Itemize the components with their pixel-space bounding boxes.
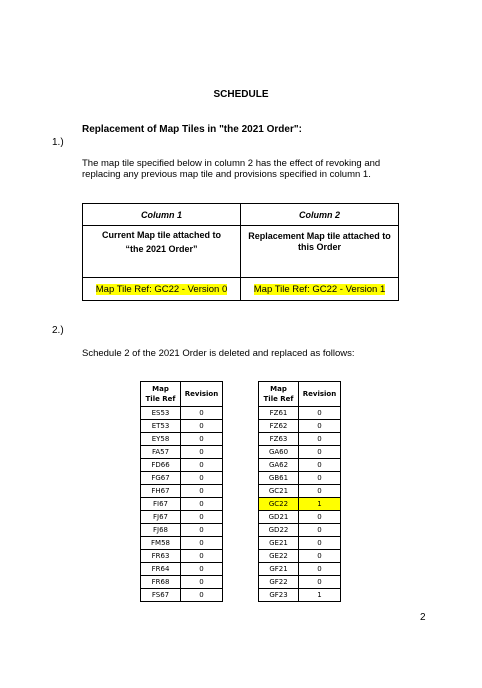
tile-rows [141, 407, 223, 602]
map-tile-ref-header [141, 382, 181, 407]
schedule-title: SCHEDULE [213, 89, 269, 100]
tile-ref-cell: EY58 [141, 433, 181, 446]
revision-cell: 0 [181, 420, 223, 433]
revision-cell: 0 [181, 485, 223, 498]
column-2-ref-cell [241, 278, 399, 301]
tile-ref-cell: GA62 [259, 459, 299, 472]
revision-cell: 0 [299, 433, 341, 446]
revision-header: Revision [299, 382, 341, 407]
header-line1: Map [270, 385, 287, 393]
revision-cell: 0 [181, 407, 223, 420]
tile-ref-cell: ET53 [141, 420, 181, 433]
replacement-table [82, 203, 399, 301]
revision-cell: 0 [299, 472, 341, 485]
table-row [141, 407, 223, 420]
tile-rows [259, 407, 341, 602]
revision-cell: 0 [181, 498, 223, 511]
table-row [141, 550, 223, 563]
revision-cell: 0 [181, 472, 223, 485]
revision-cell: 0 [299, 420, 341, 433]
table-row [259, 433, 341, 446]
table-row [141, 576, 223, 589]
table-row [259, 446, 341, 459]
revision-cell: 0 [181, 563, 223, 576]
table-row [141, 472, 223, 485]
tile-ref-cell: FZ61 [259, 407, 299, 420]
tile-ref-cell: ES53 [141, 407, 181, 420]
map-tile-table-right [258, 381, 341, 602]
revision-header: Revision [181, 382, 223, 407]
tile-ref-cell: FI67 [141, 498, 181, 511]
tile-ref-cell: FM58 [141, 537, 181, 550]
column-1-description [83, 226, 241, 278]
table-row [141, 433, 223, 446]
table-row [141, 537, 223, 550]
tile-ref-cell: GF21 [259, 563, 299, 576]
tile-ref-cell: FR64 [141, 563, 181, 576]
tile-ref-cell: GF23 [259, 589, 299, 602]
revision-cell: 0 [299, 550, 341, 563]
column-1-description-line1: Current Map tile attached to [101, 230, 221, 240]
tile-ref-cell: FZ62 [259, 420, 299, 433]
tile-ref-cell: FD66 [141, 459, 181, 472]
column-1-ref: Map Tile Ref: GC22 - Version 0 [95, 283, 228, 295]
header-line2: Tile Ref [145, 395, 176, 403]
table-row [259, 550, 341, 563]
table-row [259, 511, 341, 524]
revision-cell: 0 [299, 537, 341, 550]
revision-cell: 0 [181, 550, 223, 563]
tile-ref-cell: GE21 [259, 537, 299, 550]
section-1-paragraph: The map tile specified below in column 2 has the effect of revoking and replacing any previous map tile and provisions specified in column 1. [82, 158, 381, 180]
table-row [259, 485, 341, 498]
table-row [259, 589, 341, 602]
revision-cell: 0 [299, 563, 341, 576]
revision-cell: 0 [181, 459, 223, 472]
revision-cell: 0 [181, 589, 223, 602]
table-row [259, 537, 341, 550]
revision-cell: 0 [299, 511, 341, 524]
section-1-number: 1.) [52, 137, 64, 148]
map-tile-table-left [140, 381, 223, 602]
table-row [141, 511, 223, 524]
table-row [141, 459, 223, 472]
revision-cell: 0 [181, 446, 223, 459]
table-row [141, 524, 223, 537]
column-1-header: Column 1 [83, 204, 241, 226]
revision-cell: 0 [299, 485, 341, 498]
table-row [259, 407, 341, 420]
tile-ref-cell: FA57 [141, 446, 181, 459]
revision-cell: 0 [181, 433, 223, 446]
table-row [259, 472, 341, 485]
revision-cell: 1 [299, 498, 341, 511]
revision-cell: 0 [181, 511, 223, 524]
tile-ref-cell: FS67 [141, 589, 181, 602]
revision-cell: 0 [299, 407, 341, 420]
page-number: 2 [420, 612, 426, 623]
column-2-ref: Map Tile Ref: GC22 - Version 1 [253, 283, 386, 295]
table-row [141, 446, 223, 459]
table-row [259, 459, 341, 472]
tile-ref-cell: FJ67 [141, 511, 181, 524]
revision-cell: 0 [181, 537, 223, 550]
tile-ref-cell: GB61 [259, 472, 299, 485]
tile-ref-cell: FZ63 [259, 433, 299, 446]
section-1-heading: Replacement of Map Tiles in "the 2021 Order": [82, 124, 302, 135]
table-row [259, 563, 341, 576]
column-1-description-line2: “the 2021 Order” [125, 244, 198, 254]
section-2-paragraph: Schedule 2 of the 2021 Order is deleted and replaced as follows: [82, 348, 355, 359]
tile-ref-cell: GF22 [259, 576, 299, 589]
tile-ref-cell: FJ68 [141, 524, 181, 537]
table-row [259, 576, 341, 589]
table-row [259, 498, 341, 511]
tile-ref-cell: FR63 [141, 550, 181, 563]
map-tile-ref-header [259, 382, 299, 407]
revision-cell: 0 [181, 576, 223, 589]
revision-cell: 0 [181, 524, 223, 537]
table-row [141, 498, 223, 511]
tile-ref-cell: GC21 [259, 485, 299, 498]
tile-ref-cell: FG67 [141, 472, 181, 485]
table-row [141, 485, 223, 498]
section-2-number: 2.) [52, 325, 64, 336]
revision-cell: 0 [299, 459, 341, 472]
table-row [259, 420, 341, 433]
column-2-description: Replacement Map tile attached to this Order [241, 226, 399, 278]
tile-ref-cell: GA60 [259, 446, 299, 459]
table-row [141, 420, 223, 433]
table-row [141, 563, 223, 576]
tile-ref-cell: GD22 [259, 524, 299, 537]
tile-ref-cell: FH67 [141, 485, 181, 498]
revision-cell: 0 [299, 524, 341, 537]
tile-ref-cell: GD21 [259, 511, 299, 524]
column-1-ref-cell [83, 278, 241, 301]
tile-ref-cell: FR68 [141, 576, 181, 589]
table-row [141, 589, 223, 602]
revision-cell: 1 [299, 589, 341, 602]
tile-ref-cell: GE22 [259, 550, 299, 563]
header-line2: Tile Ref [263, 395, 294, 403]
revision-cell: 0 [299, 446, 341, 459]
table-row [259, 524, 341, 537]
tile-ref-cell: GC22 [259, 498, 299, 511]
revision-cell: 0 [299, 576, 341, 589]
header-line1: Map [152, 385, 169, 393]
column-2-header: Column 2 [241, 204, 399, 226]
